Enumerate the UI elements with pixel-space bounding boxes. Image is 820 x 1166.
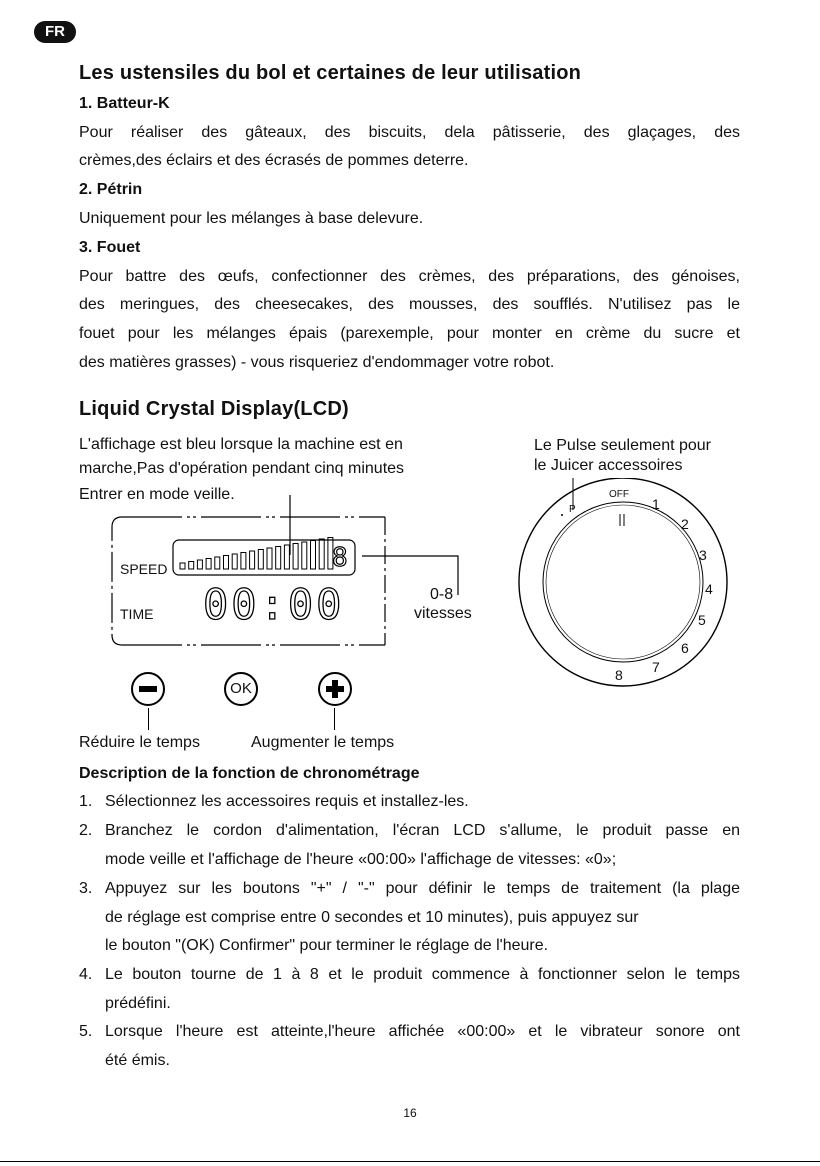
step-text-line: Lorsque l'heure est atteinte,l'heure affichée «00:00» et le vibrateur sonore ont [105, 1023, 740, 1040]
dial-number: 2 [681, 516, 689, 532]
dial-number: 3 [699, 547, 707, 563]
speed-level-bar [276, 547, 281, 570]
speed-level-bar [197, 560, 202, 569]
speed-level-bar [241, 553, 246, 570]
item-text-line: des meringues, des cheesecakes, des mousses, des soufflés. N'utilisez pas le [79, 296, 740, 313]
dial-pulse-label: P [569, 504, 576, 515]
section-title-utensils: Les ustensiles du bol et certaines de leur utilisation [79, 62, 582, 84]
dial-number: 5 [698, 612, 706, 628]
step-number: 2. [79, 822, 93, 839]
step-text-line: prédéfini. [105, 995, 171, 1012]
plus-button[interactable] [318, 672, 352, 706]
increase-time-label: Augmenter le temps [251, 734, 395, 751]
item-heading-petrin: 2. Pétrin [79, 181, 143, 198]
item-text-line: Pour battre des œufs, confectionner des crèmes, des préparations, des génoises, [79, 268, 740, 285]
section-title-timer: Description de la fonction de chronométrage [79, 765, 420, 782]
lcd-intro-line: L'affichage est bleu lorsque la machine est en [79, 436, 403, 453]
speeds-note-line: 0-8 [430, 586, 454, 603]
item-text-line: Pour réaliser des gâteaux, des biscuits, dela pâtisserie, des glaçages, des [79, 124, 740, 141]
speed-level-bar [180, 563, 185, 569]
dial-number: 1 [652, 496, 660, 512]
speed-level-bar [189, 562, 194, 570]
item-text-line: des matières grasses) - vous risqueriez d'endommager votre robot. [79, 354, 555, 371]
step-text-line: de réglage est comprise entre 0 secondes et 10 minutes), puis appuyez sur [105, 909, 639, 926]
step-text-line: été émis. [105, 1052, 170, 1069]
lcd-intro-line: Entrer en mode veille. [79, 486, 235, 503]
plus-pointer-line [334, 708, 335, 730]
footer-rule [0, 1161, 820, 1162]
speed-level-bar [284, 545, 289, 569]
reduce-time-label: Réduire le temps [79, 734, 200, 751]
step-text-line: Branchez le cordon d'alimentation, l'écran LCD s'allume, le produit passe en [105, 822, 740, 839]
step-text-line: Sélectionnez les accessoires requis et installez-les. [105, 793, 469, 810]
step-number: 4. [79, 966, 93, 983]
item-text-line: crèmes,des éclairs et des écrasés de pommes deterre. [79, 152, 469, 169]
dial-number: 4 [705, 581, 713, 597]
speed-level-bar [250, 551, 255, 569]
step-number: 3. [79, 880, 93, 897]
pulse-note-line: le Juicer accessoires [534, 457, 683, 474]
speed-level-bar [293, 544, 298, 570]
speed-dial [505, 478, 750, 698]
speed-level-bar [311, 541, 316, 570]
step-number: 1. [79, 793, 93, 810]
time-digits: 00:00 [203, 580, 345, 629]
dial-off-label: OFF [609, 489, 629, 500]
speed-level-bar [319, 539, 324, 569]
lcd-intro-line: marche,Pas d'opération pendant cinq minutes [79, 460, 405, 477]
item-heading-batteur: 1. Batteur-K [79, 95, 170, 112]
step-text-line: Appuyez sur les boutons "+" / "-" pour définir le temps de traitement (la plage [105, 880, 740, 897]
speed-level-bar [206, 559, 211, 570]
step-text-line: Le bouton tourne de 1 à 8 et le produit commence à fonctionner selon le temps [105, 966, 740, 983]
speed-level-bar [267, 548, 272, 569]
speed-label: SPEED [120, 561, 168, 577]
speed-level-bar [215, 557, 220, 569]
pulse-note-line: Le Pulse seulement pour [534, 437, 711, 454]
item-text-line: fouet pour les mélanges épais (parexemple, pour monter en crème du sucre et [79, 325, 740, 342]
dial-number: 8 [615, 667, 623, 683]
time-label: TIME [120, 606, 154, 622]
step-text-line: mode veille et l'affichage de l'heure «00:00» l'affichage de vitesses: «0»; [105, 851, 617, 868]
speeds-note-line: vitesses [414, 605, 472, 622]
section-title-lcd: Liquid Crystal Display(LCD) [79, 398, 349, 420]
speed-digit: 8 [332, 543, 348, 573]
ok-button[interactable]: OK [224, 672, 258, 706]
page-number: 16 [403, 1106, 417, 1120]
item-heading-fouet: 3. Fouet [79, 239, 141, 256]
dial-number: 7 [652, 659, 660, 675]
speed-level-bar [258, 550, 263, 570]
speed-level-bar [302, 542, 307, 569]
step-text-line: le bouton "(OK) Confirmer" pour terminer le réglage de l'heure. [105, 937, 549, 954]
minus-pointer-line [148, 708, 149, 730]
item-text-line: Uniquement pour les mélanges à base delevure. [79, 210, 424, 227]
dial-number: 6 [681, 640, 689, 656]
minus-button[interactable] [131, 672, 165, 706]
minus-icon [139, 686, 157, 692]
step-number: 5. [79, 1023, 93, 1040]
speed-level-bar [224, 556, 229, 570]
speed-level-bar [232, 554, 237, 569]
language-badge: FR [34, 21, 76, 43]
